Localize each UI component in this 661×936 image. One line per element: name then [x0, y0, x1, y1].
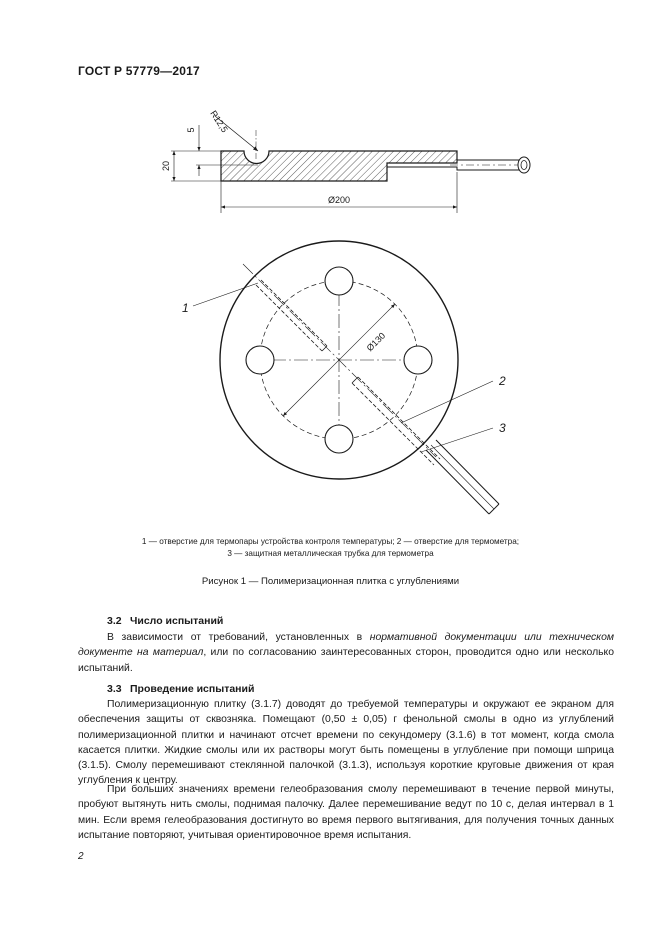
paragraph-run: Полимеризационную плитку (3.1.7) доводят до требуемой температуры и окружают ее экраном для обеспечения защиты от сквозняка. Помещают (0,50 ± 0,05) г фенольной смолы в одно из углублений полимеризационной плитки и начинают отсчет времени по секундомеру (3.1.6) в тот момент, когда смола касается плитки. Жидкие смолы или их растворы могут быть помещены в углубление при помощи шприца (3.1.5). Смолу перемешивают стеклянной палочкой (3.1.3), используя короткие круговые движения от края углубления к центру.: [78, 699, 614, 787]
paragraph-run: , или по согласованию заинтересованных сторон, проводится одно или несколько испытаний.: [78, 647, 614, 674]
section-number: 3.3: [107, 683, 122, 695]
paragraph-run: В зависимости от требований, установленных в: [107, 632, 370, 643]
section-view: [161, 109, 530, 213]
paragraph-run: При больших значениях времени гелеобразования смолу перемешивают в течение первой минуты, пробуют вытянуть нить смолы, поднимая палочку. Далее перемешивание ведут по 10 с, делая интервал в 1 мин. Если время гелеобразования достигнуто во время первого вытягивания, для получения точных данных испытание повторяют, учитывая ориентировочное время испытания.: [78, 784, 614, 841]
section-title: Проведение испытаний: [130, 683, 255, 695]
figure-caption: Рисунок 1 — Полимеризационная плитка с углублениями: [201, 576, 460, 587]
paragraph-italic-run: нормативной документации или техническом документе на материал: [78, 632, 614, 659]
section-title: Число испытаний: [130, 615, 224, 627]
callout-1: 1: [182, 301, 189, 315]
dim-hole-circle: Ø130: [364, 330, 388, 354]
dim-thickness: 20: [161, 160, 171, 172]
callout-3: 3: [499, 421, 506, 435]
standard-header: ГОСТ Р 57779—2017: [78, 64, 200, 78]
figure-legend-line-2: 3 — защитная металлическая трубка для термометра: [227, 549, 434, 558]
paragraph: [78, 630, 614, 676]
dim-diameter: Ø200: [327, 195, 351, 205]
figure-legend-line-1: 1 — отверстие для термопары устройства контроля температуры; 2 — отверстие для термометра;: [141, 537, 520, 546]
callout-2: 2: [499, 374, 506, 388]
section-heading: [107, 615, 223, 627]
dim-radius: R12,5: [208, 108, 230, 135]
dim-depth: 5: [186, 127, 196, 133]
section-number: 3.2: [107, 615, 122, 627]
paragraph: [78, 697, 614, 789]
paragraph: [78, 782, 614, 843]
section-heading: [107, 683, 254, 695]
plan-view: [182, 241, 506, 514]
page-number: 2: [78, 851, 84, 862]
